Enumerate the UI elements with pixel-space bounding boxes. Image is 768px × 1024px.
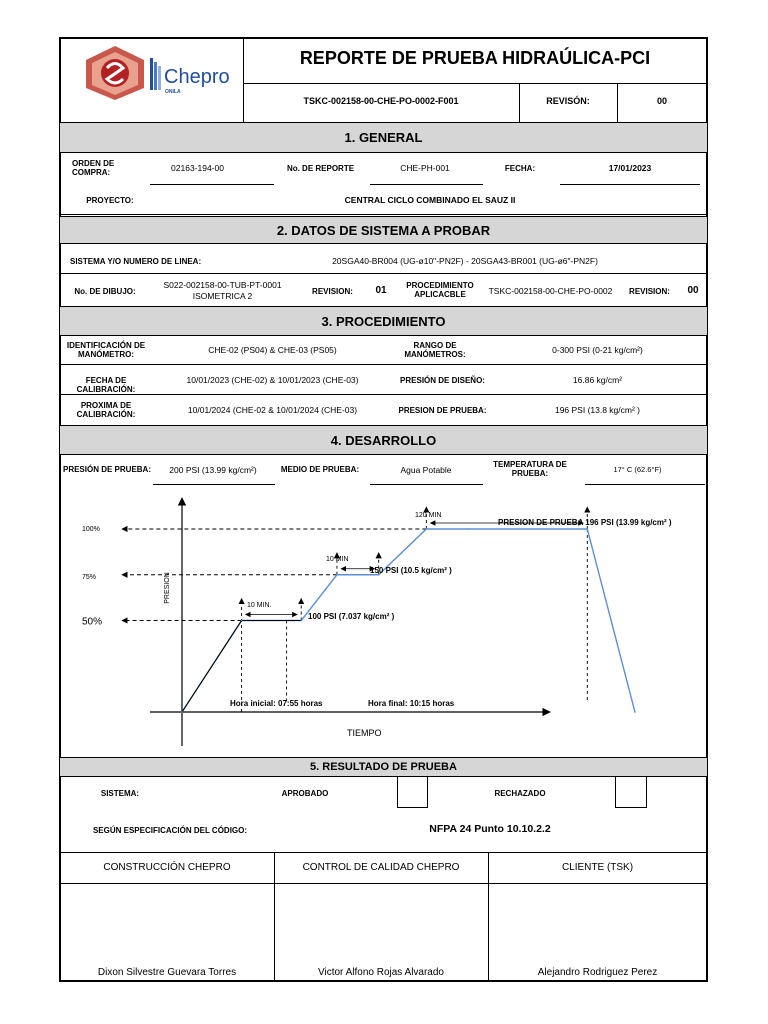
linea-value: 20SGA40-BR004 (UG-ø10"-PN2F) - 20SGA43-BR001 (UG-ø6"-PN2F)	[332, 256, 598, 266]
proyecto-underline	[60, 214, 707, 215]
revision-value: 00	[656, 96, 667, 106]
medio-label: MEDIO DE PRUEBA:	[280, 465, 360, 474]
fecha-cal-label: FECHA DE CALIBRACIÓN:	[76, 376, 136, 394]
firmas-top-line	[60, 852, 707, 853]
data-point	[300, 620, 302, 622]
reporte-label: No. DE REPORTE	[286, 164, 355, 173]
orden-label: ORDEN DE COMPRA:	[72, 159, 115, 177]
rango-value: 0-300 PSI (0-21 kg/cm²)	[552, 345, 643, 355]
data-point	[181, 711, 183, 713]
medio-value: Agua Potable	[400, 465, 452, 475]
doc-code: TSKC-002158-00-CHE-PO-0002-F001	[303, 96, 459, 106]
section-general: 1. GENERAL	[60, 122, 707, 153]
fecha-underline	[560, 184, 700, 185]
section-procedimiento: 3. PROCEDIMIENTO	[60, 306, 707, 336]
dibujo-value-2: ISOMETRICA 2	[192, 291, 253, 301]
reporte-underline	[370, 184, 483, 185]
dibujo-revision-label: REVISION:	[312, 287, 353, 296]
prueba-value: 196 PSI (13.8 kg/cm² )	[554, 405, 641, 415]
ident-value: CHE-02 (PS04) & CHE-03 (PS05)	[208, 345, 337, 355]
proyecto-value: CENTRAL CICLO COMBINADO EL SAUZ II	[344, 195, 516, 205]
section-sistema: 2. DATOS DE SISTEMA A PROBAR	[60, 216, 707, 244]
data-point	[586, 528, 588, 530]
proyecto-label: PROYECTO:	[86, 196, 134, 205]
spec-label: SEGÚN ESPECIFICACIÓN DEL CÓDIGO:	[92, 826, 248, 835]
diseno-label: PRESIÓN DE DISEÑO:	[400, 376, 485, 385]
diseno-value: 16.86 kg/cm²	[572, 375, 623, 385]
linea-label: SISTEMA Y/O NUMERO DE LINEA:	[70, 257, 202, 266]
presion-underline	[153, 484, 275, 485]
aprobado-checkbox[interactable]	[397, 776, 428, 808]
proc-value: TSKC-002158-00-CHE-PO-0002	[488, 286, 613, 296]
aprobado-label: APROBADO	[281, 789, 329, 798]
orden-underline	[150, 184, 274, 185]
header-hline	[243, 83, 707, 84]
hold-75-label: 10 MIN	[326, 556, 349, 563]
hora-inicial-label: Hora inicial: 07:55 horas	[230, 699, 323, 708]
resultado-sistema-label: SISTEMA:	[100, 789, 140, 798]
proxima-value: 10/01/2024 (CHE-02 & 10/01/2024 (CHE-03)	[187, 405, 358, 415]
rechazado-checkbox[interactable]	[615, 776, 647, 808]
logo-subtext: ONILA	[165, 89, 181, 95]
fecha-value: 17/01/2023	[608, 163, 652, 173]
y-tick-label: 75%	[82, 573, 97, 581]
step-50-label: 100 PSI (7.037 kg/cm² )	[308, 612, 395, 621]
dibujo-label: No. DE DIBUJO:	[74, 287, 136, 296]
ident-label: IDENTIFICACIÓN DE MANÓMETRO:	[66, 341, 146, 359]
data-point	[467, 528, 469, 530]
presion-value: 200 PSI (13.99 kg/cm²)	[169, 465, 257, 475]
section-resultado: 5. RESULTADO DE PRUEBA	[60, 757, 707, 777]
fecha-cal-underline	[60, 394, 707, 395]
step-75-label: 150 PSI (10.5 kg/cm² )	[370, 566, 452, 575]
spec-value: NFPA 24 Punto 10.10.2.2	[429, 823, 551, 835]
logo-text: Chepro	[164, 66, 230, 88]
proc-revision-value: 00	[687, 285, 699, 296]
y-tick-label: 100%	[82, 526, 100, 533]
prueba-label: PRESION DE PRUEBA:	[398, 406, 487, 415]
revision-label: REVISÓN:	[546, 96, 590, 106]
y-axis-label: PRESION	[164, 572, 171, 604]
fecha-cal-value: 10/01/2023 (CHE-02) & 10/01/2023 (CHE-03)	[186, 375, 359, 385]
chart-title: PRESION DE PRUEBA 196 PSI (13.99 kg/cm² )	[498, 518, 672, 527]
presion-label: PRESIÓN DE PRUEBA:	[62, 465, 151, 474]
linea-underline	[60, 273, 707, 274]
chepro-mark-icon	[148, 56, 164, 92]
rango-label: RANGO DE MANÓMETROS:	[404, 341, 466, 359]
temp-value: 17° C (62.6°F)	[613, 465, 662, 474]
temp-underline	[585, 484, 705, 485]
hold-100-label: 120 MIN	[415, 512, 442, 519]
firma-title-cliente: CLIENTE (TSK)	[561, 862, 634, 873]
data-point	[241, 620, 243, 622]
section-desarrollo: 4. DESARROLLO	[60, 425, 707, 455]
data-point	[336, 574, 338, 576]
ident-underline	[60, 364, 707, 365]
temp-label: TEMPERATURA DE PRUEBA:	[493, 460, 567, 478]
x-axis-label: TIEMPO	[347, 728, 382, 738]
data-point	[426, 528, 428, 530]
company-logo	[80, 44, 150, 102]
data-point	[634, 711, 636, 713]
proc-revision-label: REVISION:	[629, 287, 670, 296]
firma-title-calidad: CONTROL DE CALIDAD CHEPRO	[302, 862, 460, 873]
orden-value: 02163-194-00	[171, 163, 224, 173]
firma-title-construccion: CONSTRUCCIÓN CHEPRO	[103, 862, 231, 873]
hora-final-label: Hora final: 10:15 horas	[368, 699, 455, 708]
fecha-label: FECHA:	[504, 164, 536, 173]
proc-label: PROCEDIMIENTO APLICACBLE	[406, 281, 474, 299]
report-title: REPORTE DE PRUEBA HIDRAÚLICA-PCI	[299, 48, 651, 68]
proxima-label: PROXIMA DE CALIBRACIÓN:	[76, 401, 136, 419]
dibujo-value-1: S022-002158-00-TUB-PT-0001	[163, 280, 282, 290]
pressure-chart	[60, 488, 707, 758]
rechazado-label: RECHAZADO	[494, 789, 546, 798]
firma-name-construccion: Dixon Silvestre Guevara Torres	[97, 967, 237, 978]
hold-50-label: 10 MIN.	[247, 602, 272, 609]
reporte-value: CHE-PH-001	[400, 163, 450, 173]
medio-underline	[370, 484, 483, 485]
firmas-title-line	[60, 883, 707, 884]
firma-name-cliente: Alejandro Rodriguez Perez	[537, 967, 658, 978]
y-tick-label: 50%	[82, 616, 103, 628]
firma-name-calidad: Victor Alfono Rojas Alvarado	[317, 967, 444, 978]
dibujo-revision-value: 01	[375, 285, 387, 296]
